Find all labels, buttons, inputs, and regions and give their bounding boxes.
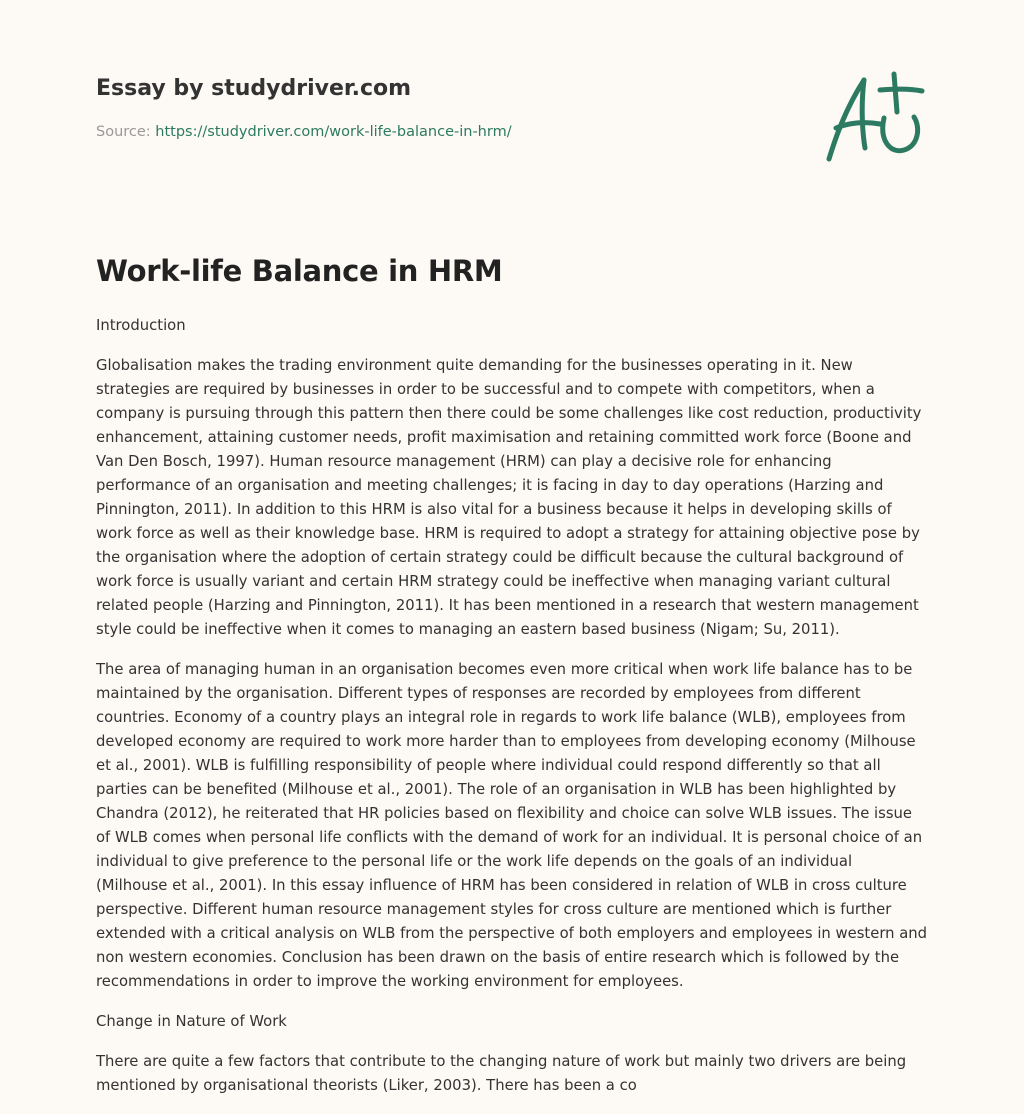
paragraph-3: There are quite a few factors that contribute to the changing nature of work but mainly two drivers are being mentioned by organisational theorists (Liker, 2003). There has been a co [96,1053,907,1094]
a-plus-grade-logo-icon [822,70,926,164]
source-label: Source: [96,124,151,140]
essay-body [96,314,928,1114]
section-heading-change-in-nature-of-work: Change in Nature of Work [96,1013,287,1030]
source-link[interactable]: https://studydriver.com/work-life-balance-in-hrm/ [155,124,512,140]
essay-title: Work-life Balance in HRM [96,254,503,288]
source-line [96,124,512,140]
paragraph-1: Globalisation makes the trading environment quite demanding for the businesses operating in it. New strategies are required by businesses in order to be successful and to compete with competitors, when a company is pursuing through this pattern then there could be some challenges like cost reduction, productivity enhancement, attaining customer needs, profit maximisation and retaining committed work force (Boone and Van Den Bosch, 1997). Human resource management (HRM) can play a decisive role for enhancing performance of an organisation and meeting challenges; it is facing in day to day operations (Harzing and Pinnington, 2011). In addition to this HRM is also vital for a business because it helps in developing skills of work force as well as their knowledge base. HRM is required to adopt a strategy for attaining objective pose by the organisation where the adoption of certain strategy could be difficult because the cultural background of work force is usually variant and certain HRM strategy could be ineffective when managing variant cultural related people (Harzing and Pinnington, 2011). It has been mentioned in a research that western management style could be ineffective when it comes to managing an eastern based business (Nigam; Su, 2011). [96,357,922,638]
section-heading-introduction: Introduction [96,317,186,334]
site-label: Essay by studydriver.com [96,76,412,101]
paragraph-2: The area of managing human in an organisation becomes even more critical when work life balance has to be maintained by the organisation. Different types of responses are recorded by employees from different countries. Economy of a country plays an integral role in regards to work life balance (WLB), employees from developed economy are required to work more harder than to employees from developing economy (Milhouse et al., 2001). WLB is fulfilling responsibility of people where individual could respond differently so that all parties can be benefited (Milhouse et al., 2001). The role of an organisation in WLB has been highlighted by Chandra (2012), he reiterated that HR policies based on flexibility and choice can solve WLB issues. The issue of WLB comes when personal life conflicts with the demand of work for an individual. It is personal choice of an individual to give preference to the personal life or the work life depends on the goals of an individual (Milhouse et al., 2001). In this essay influence of HRM has been considered in relation of WLB in cross culture perspective. Different human resource management styles for cross culture are mentioned which is further extended with a critical analysis on WLB from the perspective of both employers and employees in western and non western economies. Conclusion has been drawn on the basis of entire research which is followed by the recommendations in order to improve the working environment for employees. [96,661,928,990]
